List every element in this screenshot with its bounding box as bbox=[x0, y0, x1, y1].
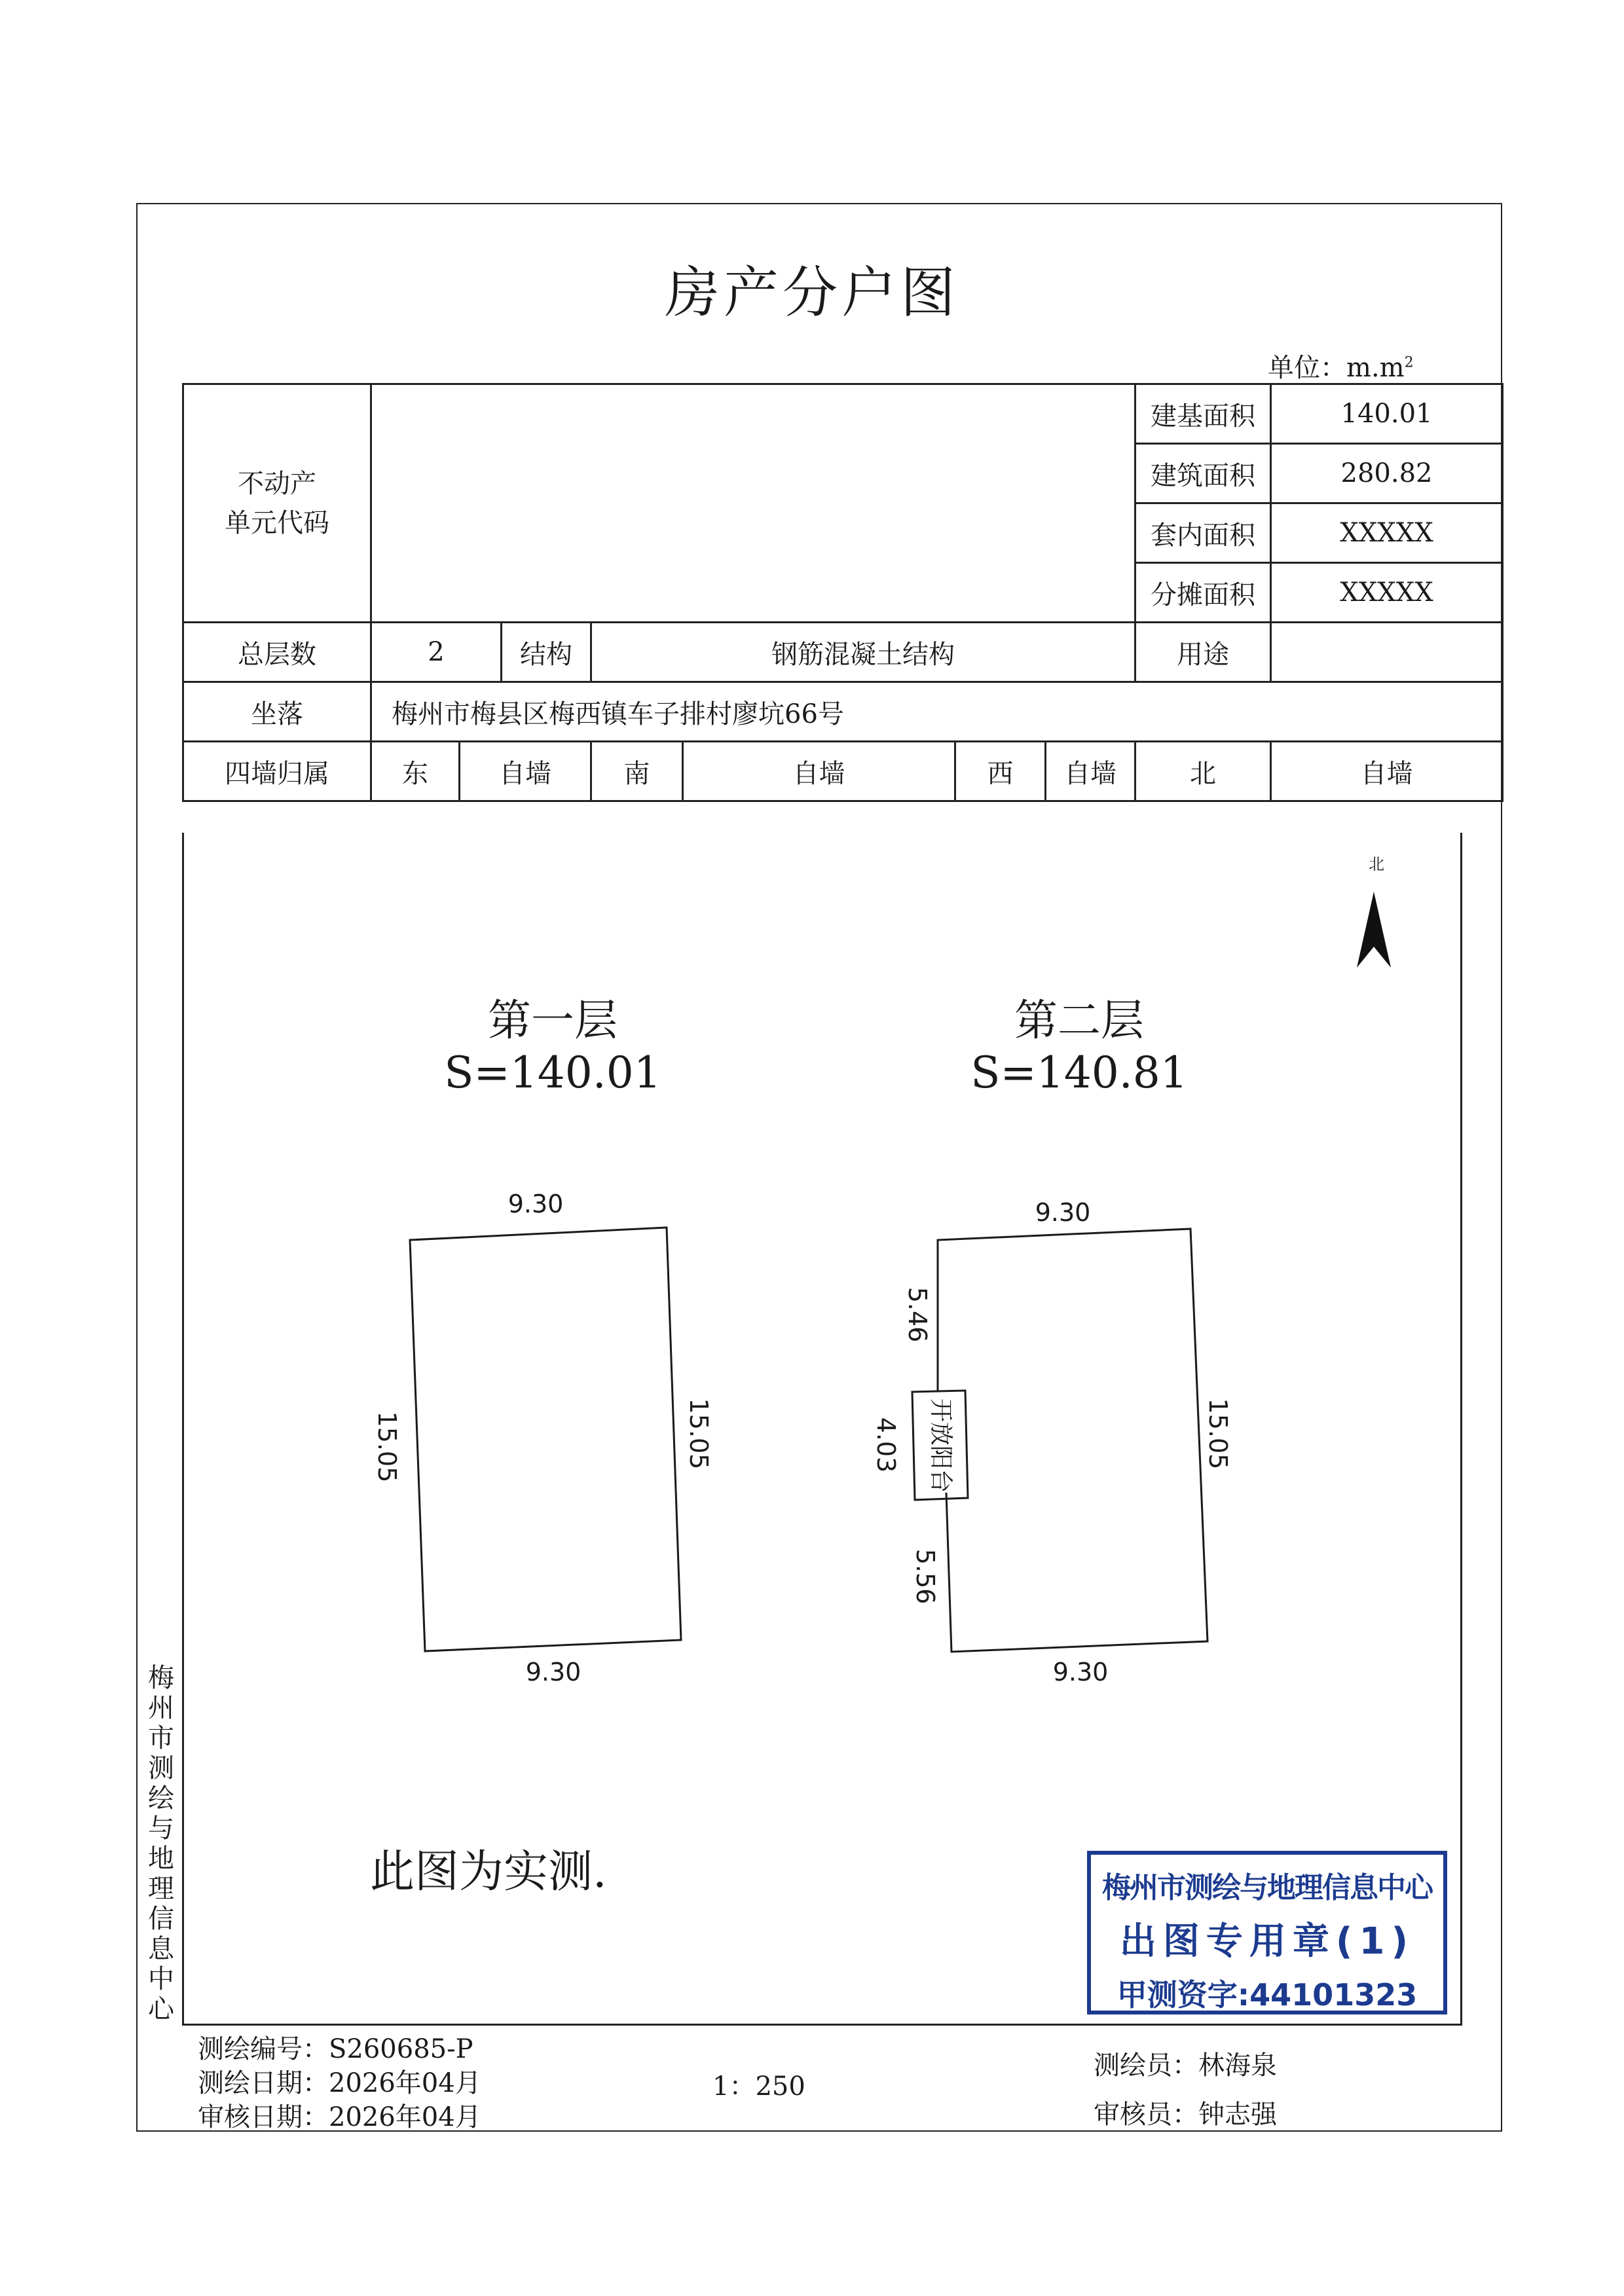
balcony-label: 开放阳台 bbox=[927, 1398, 954, 1493]
review-date: 审核日期：2026年04月 bbox=[198, 2102, 481, 2132]
wall-direction: 南 bbox=[591, 742, 683, 801]
floor2-top-dim: 9.30 bbox=[1035, 1198, 1091, 1227]
wall-direction: 西 bbox=[955, 742, 1046, 801]
area-label: 建筑面积 bbox=[1135, 444, 1271, 503]
floors-label: 总层数 bbox=[183, 623, 371, 682]
floor2-left-mid-dim: 4.03 bbox=[872, 1417, 900, 1473]
official-stamp bbox=[1087, 1851, 1447, 2014]
area-label: 分摊面积 bbox=[1135, 563, 1271, 623]
area-value: 280.82 bbox=[1271, 444, 1503, 503]
north-label: 北 bbox=[1369, 855, 1384, 873]
area-label: 套内面积 bbox=[1135, 503, 1271, 563]
area-value: 140.01 bbox=[1271, 384, 1503, 444]
structure-label: 结构 bbox=[502, 623, 591, 682]
unit-code-label: 不动产 单元代码 bbox=[183, 384, 371, 623]
walls-label: 四墙归属 bbox=[183, 742, 371, 801]
stamp-line3: 甲测资字:44101323 bbox=[1116, 1977, 1418, 2013]
area-value: XXXXX bbox=[1271, 503, 1503, 563]
floor1-plan bbox=[410, 1228, 681, 1651]
wall-owner: 自墙 bbox=[460, 742, 591, 801]
reviewer: 审核员：钟志强 bbox=[1094, 2100, 1277, 2130]
floor1-area: S=140.01 bbox=[444, 1048, 661, 1098]
floor2-plan bbox=[912, 1229, 1208, 1652]
structure-value: 钢筋混凝土结构 bbox=[591, 623, 1135, 682]
wall-direction: 北 bbox=[1135, 742, 1271, 801]
location-label: 坐落 bbox=[183, 682, 371, 742]
wall-owner: 自墙 bbox=[1271, 742, 1503, 801]
floor2-bottom-dim: 9.30 bbox=[1052, 1658, 1109, 1686]
survey-number: 测绘编号：S260685-P bbox=[198, 2034, 473, 2064]
area-label: 建基面积 bbox=[1135, 384, 1271, 444]
survey-date: 测绘日期：2026年04月 bbox=[198, 2068, 481, 2098]
floor2-left-lower-dim: 5.56 bbox=[911, 1548, 940, 1605]
floor1-left-dim: 15.05 bbox=[373, 1411, 401, 1483]
wall-direction: 东 bbox=[371, 742, 460, 801]
document-title: 房产分户图 bbox=[664, 261, 959, 325]
floor1-name: 第一层 bbox=[488, 995, 618, 1046]
wall-owner: 自墙 bbox=[1046, 742, 1135, 801]
stamp-line2: 出图专用章(1) bbox=[1119, 1920, 1415, 1963]
location-value: 梅州市梅县区梅西镇车子排村廖坑66号 bbox=[371, 682, 1503, 742]
floor1-bottom-dim: 9.30 bbox=[525, 1658, 581, 1686]
unit-label: 单位：$m.m^2$ bbox=[1268, 353, 1414, 383]
floor2-name: 第二层 bbox=[1014, 995, 1144, 1046]
floor2-right-dim: 15.05 bbox=[1204, 1398, 1232, 1470]
wall-owner: 自墙 bbox=[683, 742, 955, 801]
usage-label: 用途 bbox=[1135, 623, 1271, 682]
scale-label: 1：250 bbox=[712, 2071, 805, 2102]
survey-note: 此图为实测. bbox=[370, 1846, 607, 1898]
floor1-right-dim: 15.05 bbox=[684, 1398, 713, 1470]
stamp-line1: 梅州市测绘与地理信息中心 bbox=[1102, 1871, 1432, 1904]
area-value: XXXXX bbox=[1271, 563, 1503, 623]
surveyor: 测绘员：林海泉 bbox=[1094, 2050, 1277, 2081]
floor1-top-dim: 9.30 bbox=[507, 1190, 564, 1218]
floor2-area: S=140.81 bbox=[970, 1048, 1188, 1098]
floor2-left-upper-dim: 5.46 bbox=[903, 1286, 932, 1343]
floors-value: 2 bbox=[371, 623, 502, 682]
sidebar-org-name: 梅州市测绘与地理信息中心 bbox=[148, 1663, 174, 2024]
